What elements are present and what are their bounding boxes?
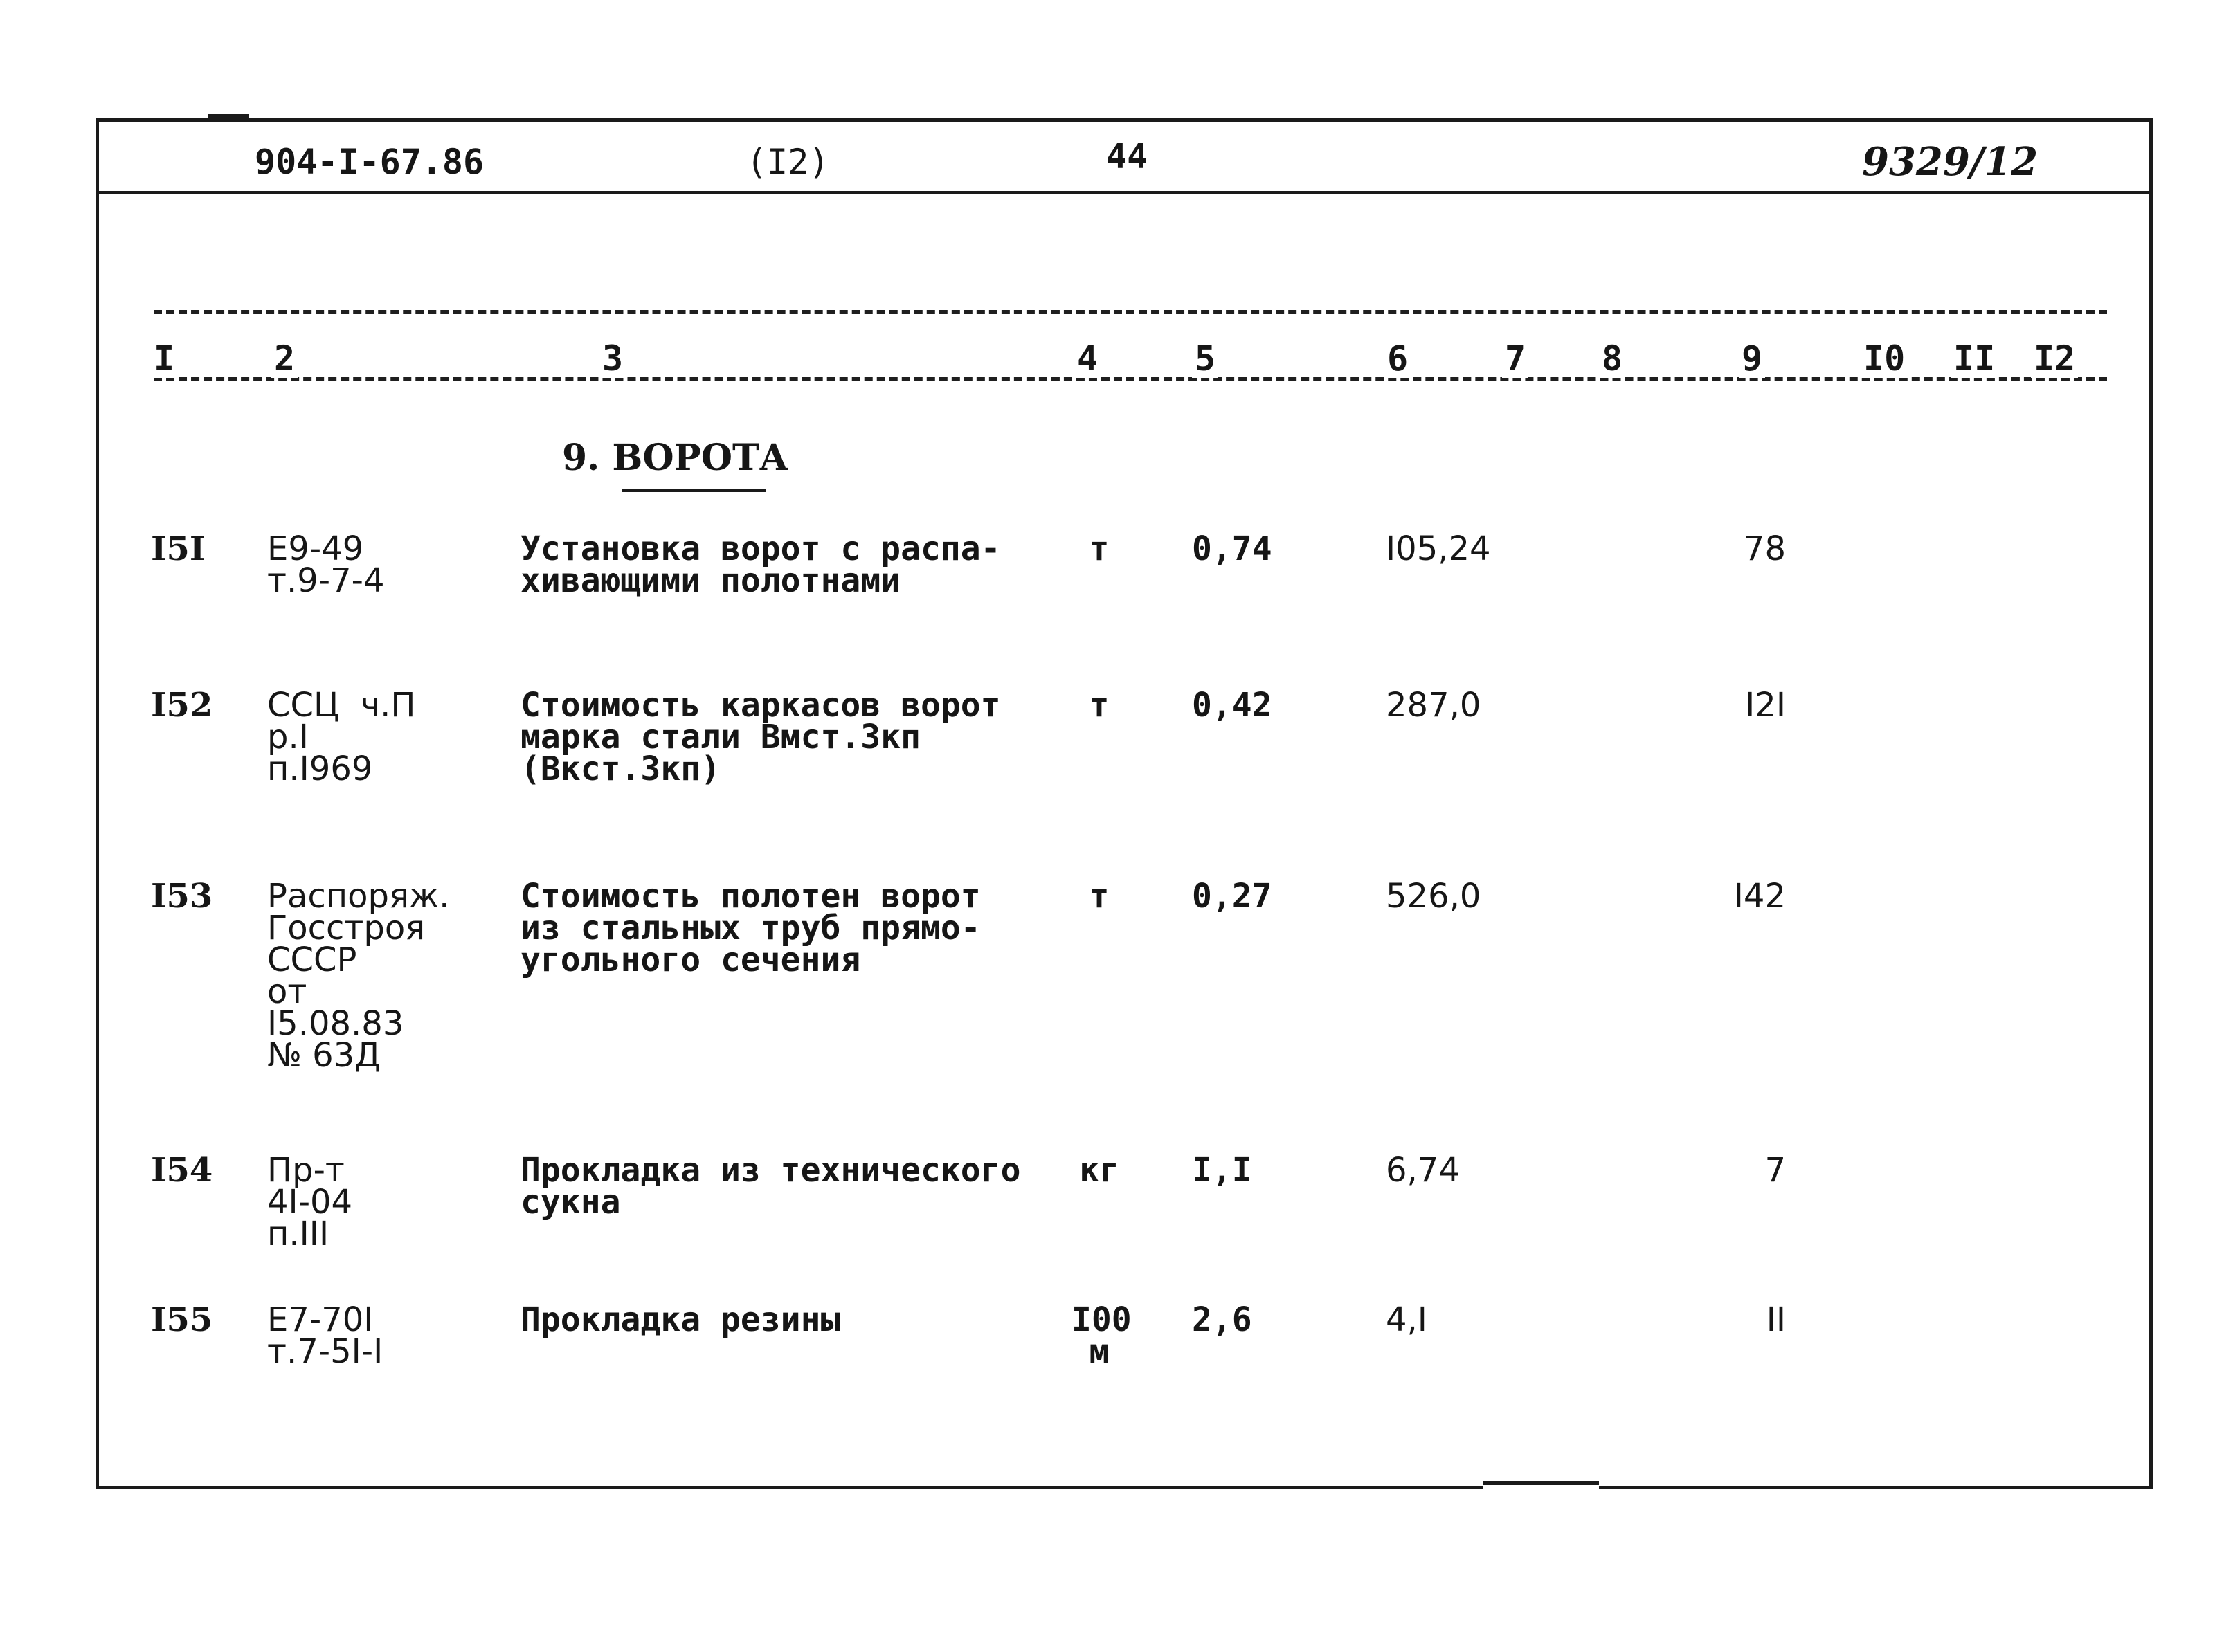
page-number: 44	[1106, 136, 1148, 176]
row-total: 7	[1764, 1151, 1786, 1190]
column-number-4: 4	[1074, 339, 1101, 378]
row-work-name: Прокладка резины	[521, 1300, 841, 1339]
row-number: I52	[151, 686, 213, 725]
row-basis: Е9-49 т.9-7-4	[267, 529, 385, 600]
row-total: I42	[1733, 877, 1786, 916]
row-basis: Распоряж. Госстроя СССР от I5.08.83 № 63Д	[267, 877, 450, 1075]
column-number-1: I	[151, 339, 177, 378]
row-unit-price: 526,0	[1386, 877, 1481, 916]
row-quantity: 0,42	[1192, 686, 1272, 725]
column-number-10: I0	[1861, 339, 1908, 378]
document-code: 904-I-67.86	[255, 142, 485, 182]
inventory-number: 9329/12	[1862, 139, 2038, 185]
row-number: I54	[151, 1151, 213, 1190]
row-quantity: I,I	[1192, 1151, 1252, 1190]
row-total: I2I	[1745, 686, 1786, 725]
row-number: I55	[151, 1300, 213, 1339]
frame-top-tick	[208, 114, 249, 118]
row-basis: Пр-т 4I-04 п.III	[267, 1151, 353, 1253]
row-unit-price: 6,74	[1386, 1151, 1460, 1190]
row-basis: ССЦ ч.П р.I п.I969	[267, 686, 416, 788]
row-basis: Е7-70I т.7-5I-I	[267, 1300, 383, 1371]
column-header-rule-top	[154, 310, 2107, 314]
row-unit: т	[1089, 877, 1110, 916]
column-number-12: I2	[2031, 339, 2078, 378]
row-unit: т	[1089, 529, 1110, 568]
column-number-2: 2	[271, 339, 298, 378]
section-title: 9. ВОРОТА	[562, 437, 789, 479]
row-work-name: Прокладка из технического сукна	[521, 1151, 1021, 1222]
row-work-name: Стоимость каркасов ворот марка стали Вмст.3кп (Вкст.3кп)	[521, 686, 1001, 788]
column-number-6: 6	[1384, 339, 1411, 378]
row-total: 78	[1743, 529, 1786, 568]
row-unit: кг	[1079, 1151, 1119, 1190]
document-frame	[96, 118, 2153, 1489]
row-work-name: Стоимость полотен ворот из стальных труб прямо- угольного сечения	[521, 877, 981, 979]
column-number-11: II	[1951, 339, 1998, 378]
column-number-8: 8	[1599, 339, 1625, 378]
row-unit-price: 4,I	[1386, 1300, 1427, 1339]
row-quantity: 2,6	[1192, 1300, 1252, 1339]
column-header-rule-bottom	[154, 377, 2107, 381]
row-unit-price: 287,0	[1386, 686, 1481, 725]
row-work-name: Установка ворот с распа- хивающими полотнами	[521, 529, 1001, 600]
row-unit-price: I05,24	[1386, 529, 1491, 568]
row-quantity: 0,74	[1192, 529, 1272, 568]
column-number-7: 7	[1502, 339, 1528, 378]
row-unit: т	[1089, 686, 1110, 725]
row-total: II	[1766, 1300, 1786, 1339]
column-number-5: 5	[1192, 339, 1218, 378]
frame-bottom-segment	[1483, 1481, 1599, 1485]
row-quantity: 0,27	[1192, 877, 1272, 916]
header-divider	[96, 191, 2153, 194]
section-title-underline	[622, 489, 766, 492]
row-number: I5I	[151, 529, 206, 568]
column-number-3: 3	[599, 339, 626, 378]
column-number-9: 9	[1739, 339, 1765, 378]
sheet-number: (I2)	[746, 142, 830, 182]
row-unit: I00 м	[1072, 1300, 1132, 1371]
row-number: I53	[151, 877, 213, 916]
